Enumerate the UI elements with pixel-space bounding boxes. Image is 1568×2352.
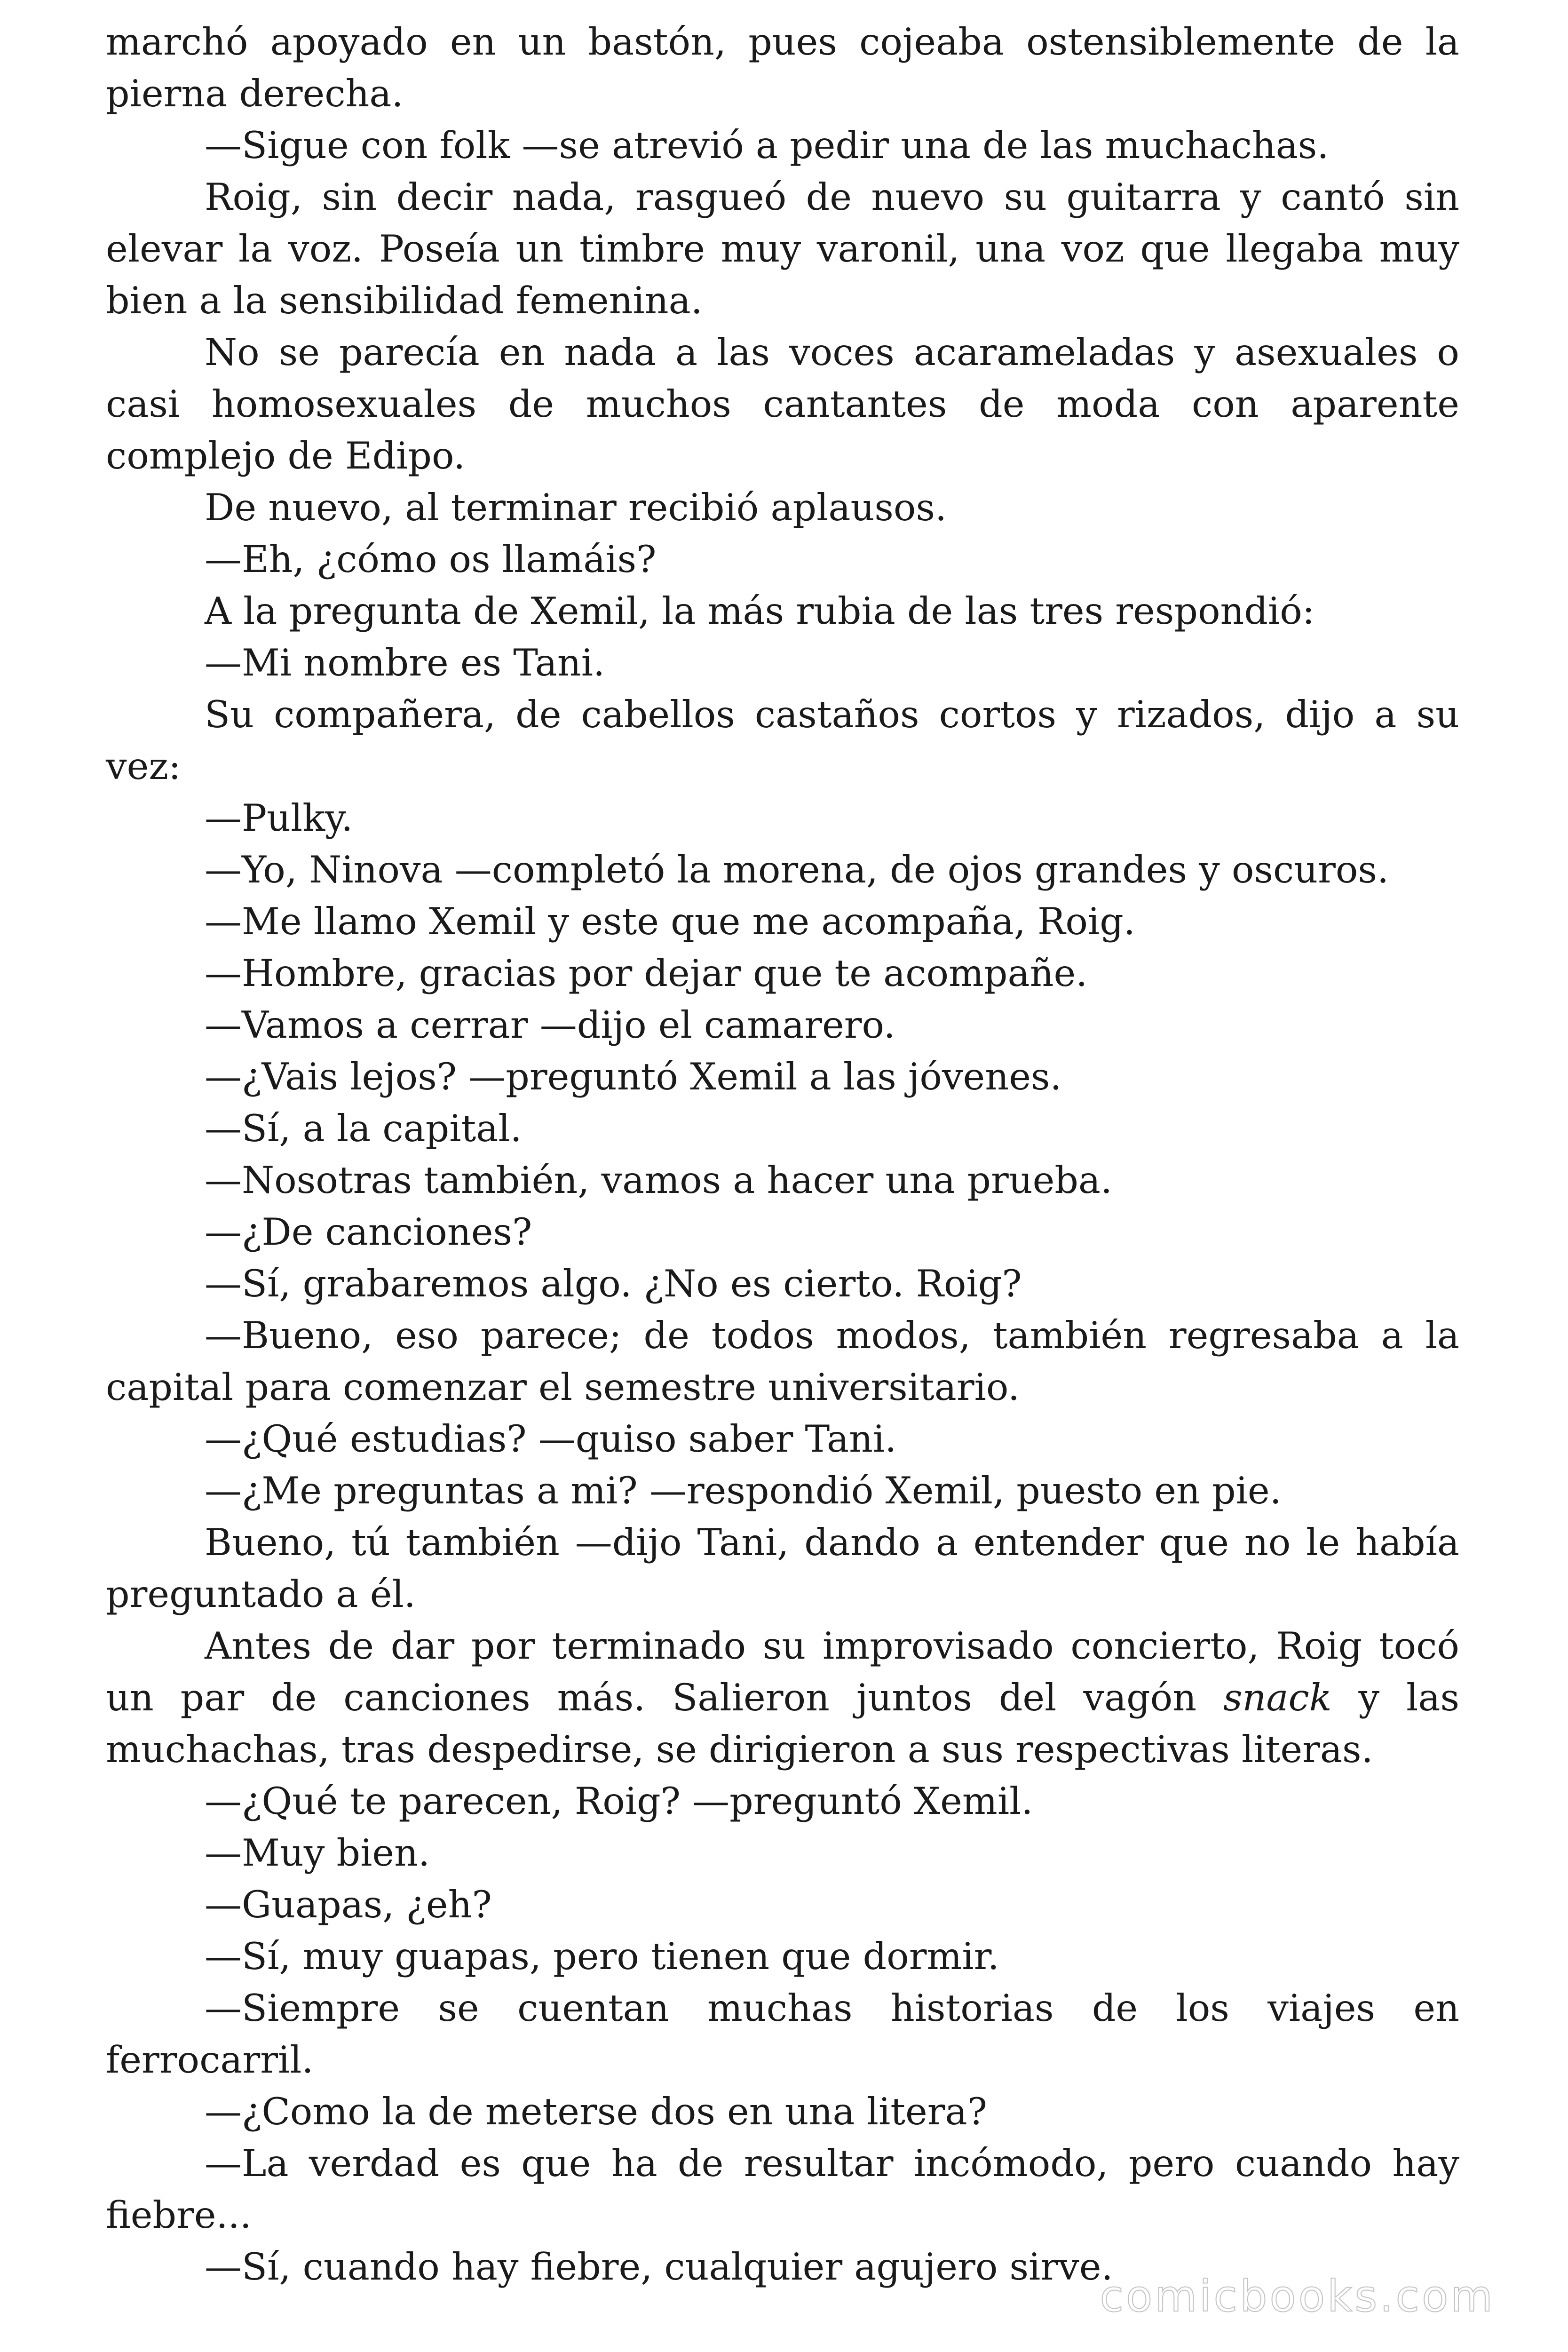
paragraph: —Sí, cuando hay fiebre, cualquier agujero sirve.	[205, 2245, 1113, 2288]
paragraph: —La verdad es que ha de resultar incómodo, pero cuando hay fiebre...	[106, 2142, 1459, 2237]
snack-text-after: y las muchachas, tras despedirse, se dirigieron a sus respectivas literas.	[106, 1676, 1460, 1771]
paragraph: —Me llamo Xemil y este que me acompaña, Roig.	[205, 900, 1135, 943]
paragraph: —Sí, muy guapas, pero tienen que dormir.	[205, 1935, 999, 1978]
paragraph: —Pulky.	[205, 796, 353, 840]
paragraph: —Sí, a la capital.	[205, 1107, 522, 1150]
paragraph: Roig, sin decir nada, rasgueó de nuevo su guitarra y cantó sin elevar la voz. Poseía un timbre muy varonil, una voz que llegaba muy bien a la sensibilidad femenina.	[106, 175, 1459, 322]
paragraph: —Bueno, eso parece; de todos modos, también regresaba a la capital para comenzar el semestre universitario.	[106, 1314, 1459, 1409]
paragraph: —Guapas, ¿eh?	[205, 1883, 492, 1926]
paragraph: A la pregunta de Xemil, la más rubia de las tres respondió:	[205, 589, 1315, 633]
paragraph: —Sigue con folk —se atrevió a pedir una de las muchachas.	[205, 124, 1329, 167]
body-text	[106, 16, 1459, 2293]
paragraph: —Hombre, gracias por dejar que te acompañe.	[205, 952, 1088, 995]
paragraph: —¿Vais lejos? —preguntó Xemil a las jóvenes.	[205, 1055, 1062, 1098]
paragraph: —Eh, ¿cómo os llamáis?	[205, 538, 657, 581]
paragraph-snack	[106, 1620, 1459, 1775]
paragraph: —Mi nombre es Tani.	[205, 641, 605, 684]
snack-text-before: Antes de dar por terminado su improvisado concierto, Roig tocó un par de canciones más. Salieron juntos del vagón	[106, 1624, 1459, 1719]
paragraph: De nuevo, al terminar recibió aplausos.	[205, 486, 947, 529]
paragraph: No se parecía en nada a las voces acarameladas y asexuales o casi homosexuales de muchos cantantes de moda con aparente complejo de Edipo.	[106, 331, 1459, 477]
paragraph: marchó apoyado en un bastón, pues cojeaba ostensiblemente de la pierna derecha.	[106, 20, 1459, 115]
watermark: comicbooks.com	[1100, 2271, 1495, 2321]
paragraph: Su compañera, de cabellos castaños cortos y rizados, dijo a su vez:	[106, 693, 1459, 788]
paragraph: —Yo, Ninova —completó la morena, de ojos grandes y oscuros.	[205, 848, 1389, 891]
paragraph: —Siempre se cuentan muchas historias de los viajes en ferrocarril.	[106, 1986, 1459, 2082]
paragraph: —¿De canciones?	[205, 1210, 532, 1254]
paragraph: —¿Como la de meterse dos en una litera?	[205, 2090, 987, 2133]
paragraph: —Sí, grabaremos algo. ¿No es cierto. Roig?	[205, 1262, 1022, 1305]
paragraph: —¿Qué estudias? —quiso saber Tani.	[205, 1417, 897, 1461]
paragraph: —¿Qué te parecen, Roig? —preguntó Xemil.	[205, 1780, 1033, 1823]
paragraph: —¿Me preguntas a mi? —respondió Xemil, puesto en pie.	[205, 1469, 1282, 1512]
paragraph: —Nosotras también, vamos a hacer una prueba.	[205, 1159, 1113, 1202]
paragraph: —Muy bien.	[205, 1831, 430, 1875]
snack-italic-word: snack	[1223, 1676, 1332, 1719]
paragraph: —Vamos a cerrar —dijo el camarero.	[205, 1003, 895, 1047]
paragraph: Bueno, tú también —dijo Tani, dando a entender que no le había preguntado a él.	[106, 1521, 1459, 1616]
